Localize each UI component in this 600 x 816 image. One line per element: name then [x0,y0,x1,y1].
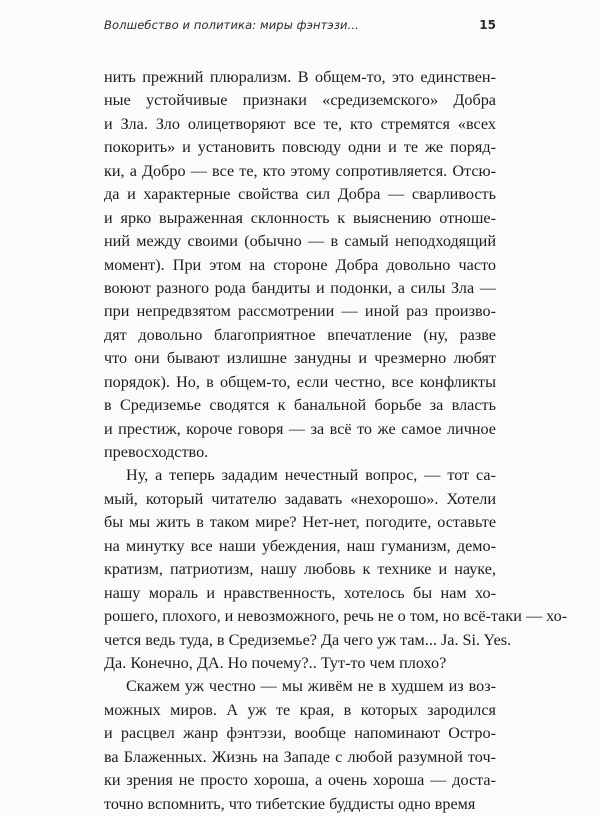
text-line: в Средиземье сводятся к банальной борьбе за власть [104,396,496,415]
text-line: Ну, а теперь зададим нечестный вопрос, — тот са- [126,466,496,485]
text-line: точно вспомнить, что тибетские буддисты одно время [104,794,476,813]
text-line: рошего, плохого, и невозможного, речь не о том, но всё-таки — хо- [104,607,568,626]
paragraph [104,675,496,816]
text-line: ва Блаженных. Жизнь на Западе с любой разумной точ- [104,747,496,766]
text-line: и престиж, короче говоря — за всё то же самое личное [104,419,496,438]
text-line: ний между своими (обычно — в самый неподходящий [104,232,496,251]
text-line: при непредвзятом рассмотрении — иной раз произво- [104,302,496,321]
body-text [104,66,568,816]
page-number: 15 [479,18,496,32]
text-line: Скажем уж честно — мы живём не в худшем из воз- [126,677,496,696]
text-line: и расцвел жанр фэнтэзи, вообще напоминают Остро- [104,724,496,743]
text-line: бы мы жить в таком мире? Нет-нет, погодите, оставьте [104,513,496,532]
text-line: Да. Конечно, ДА. Но почему?.. Тут-то чем плохо? [104,653,447,672]
text-line: превосходство. [104,443,209,461]
text-line: дят довольно благоприятное впечатление (ну, разве [104,325,496,344]
text-line: да и характерные свойства сил Добра — сварливость [104,185,496,204]
text-line: нить прежний плюрализм. В общем-то, это единствен- [104,68,496,86]
text-line: покорить» и установить повсюду одни и те же поряд- [104,138,496,157]
text-line: что они бывают излишне занудны и чрезмерно любят [104,349,496,368]
text-line: кратизм, патриотизм, нашу любовь к технике и науке, [104,560,496,579]
text-line: порядок). Но, в общем-то, если честно, все конфликты [104,372,496,391]
running-head [104,18,496,32]
paragraph [104,464,568,675]
text-line: нашу мораль и нравственность, хотелось бы нам хо- [104,583,496,602]
running-head-title: Волшебство и политика: миры фэнтэзи... [104,18,359,32]
text-line: чется ведь туда, в Средиземье? Да чего уж там... Ja. Si. Yes. [104,630,512,649]
text-line: и Зла. Зло олицетворяют все те, кто стремятся «всех [104,114,496,133]
text-line: ки, а Добро — все те, кто этому сопротивляется. Отсю- [104,161,496,180]
text-line: на минутку все наши убеждения, наш гуманизм, демо- [104,536,496,555]
text-line: и ярко выраженная склонность к выяснению отноше- [104,208,496,227]
text-line: ки зрения не просто хороша, а очень хороша — доста- [104,771,496,790]
text-line: мый, который читателю задавать «нехорошо». Хотели [104,489,496,508]
text-line: можных миров. А уж те края, в которых зародился [104,700,496,719]
text-line: ные устойчивые признаки «средиземского» Добра [104,91,496,110]
paragraph [104,66,496,464]
text-line: момент). При этом на стороне Добра довольно часто [104,255,496,274]
text-line: воюют разного рода бандиты и подонки, а силы Зла — [104,278,496,297]
